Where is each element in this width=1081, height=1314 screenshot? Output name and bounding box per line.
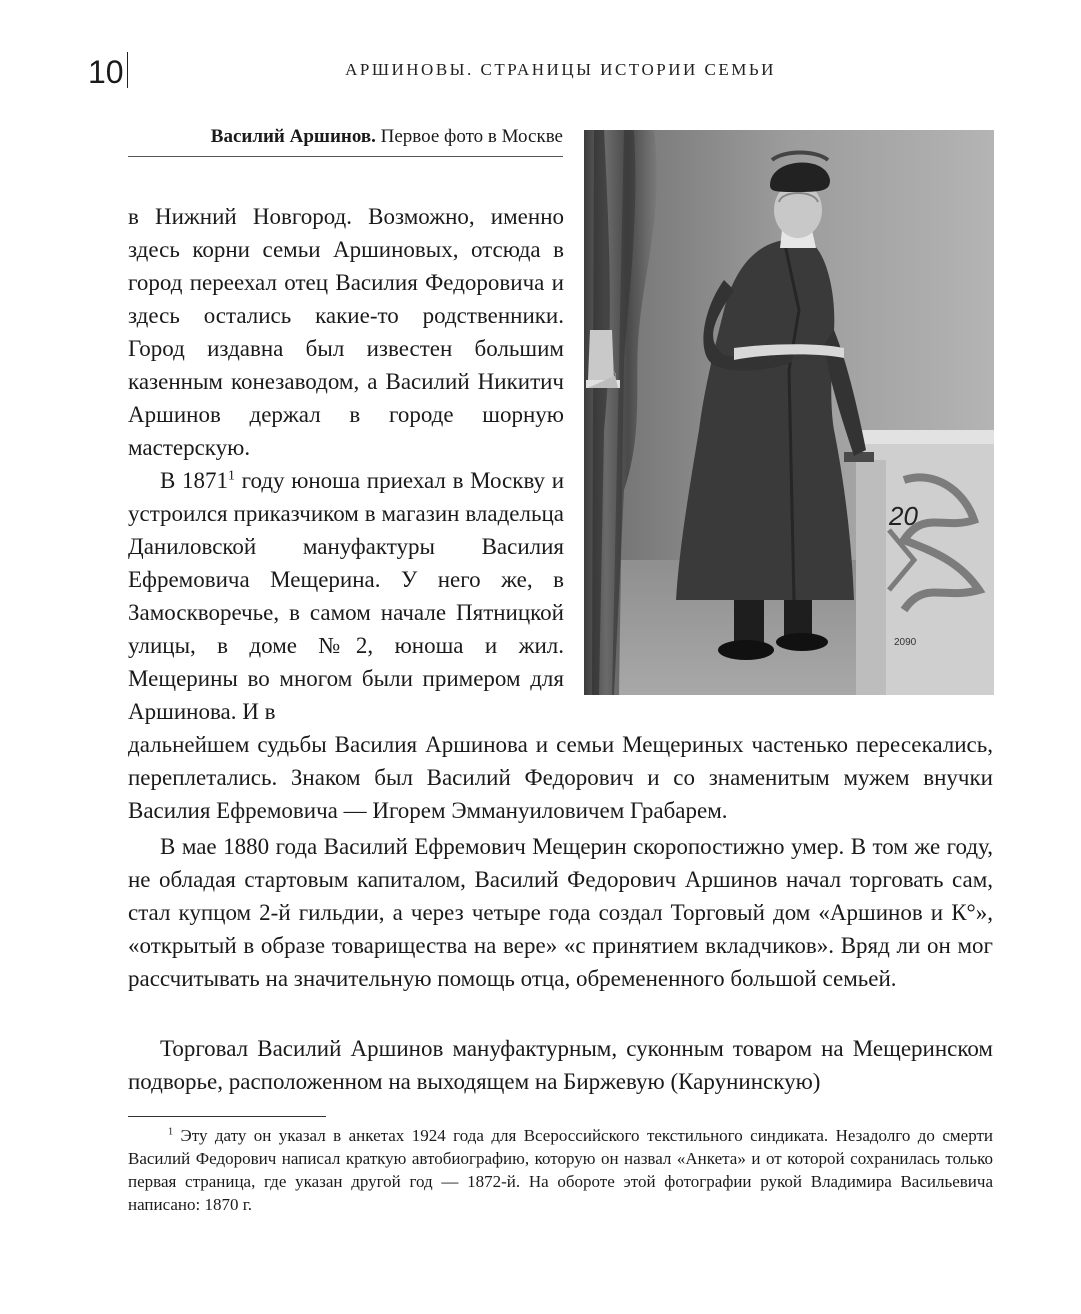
paragraph-text <box>128 464 564 728</box>
caption-rule <box>128 156 563 157</box>
paragraph-1-column <box>128 200 564 464</box>
footnote <box>128 1124 993 1216</box>
paragraph-2-column <box>128 464 564 728</box>
photo-small-inscription: 2090 <box>894 637 917 648</box>
portrait-photo <box>584 130 994 695</box>
footnote-reference[interactable]: 1 <box>228 467 235 483</box>
paragraph-text: Торговал Василий Аршинов мануфактурным, суконным товаром на Мещеринском подворье, расположенном на выходящем на Биржевую (Карунинскую) <box>128 1036 993 1094</box>
paragraph-text: в Нижний Новгород. Возможно, именно здесь корни семьи Аршиновых, отсюда в город переехал отец Василия Федоровича и здесь остались какие-то родственники. Город издавна был известен большим казенным конезаводом, а Василий Никитич Аршинов держал в городе шорную мастерскую. <box>128 204 564 460</box>
paragraph-text-start: В 1871 <box>160 468 229 493</box>
caption-name: Василий Аршинов. <box>210 126 376 147</box>
photo-caption <box>128 126 563 148</box>
running-title: АРШИНОВЫ. СТРАНИЦЫ ИСТОРИИ СЕМЬИ <box>345 60 776 79</box>
footnote-text: Эту дату он указал в анкетах 1924 года для Всероссийского текстильного синдиката. Незадолго до смерти Василий Федорович написал краткую автобиографию, которую он назвал «Анкета» и от которой сохранилась только первая страница, где указан другой год — 1872-й. На обороте этой фотографии рукой Владимира Васильевича написано: 1870 г. <box>128 1126 993 1214</box>
page-number: 10 <box>88 54 124 90</box>
caption-text: Первое фото в Москве <box>375 126 563 147</box>
paragraph-4 <box>128 1032 993 1098</box>
photo-number-inscription: 20 <box>889 501 918 531</box>
portrait-illustration <box>584 130 994 695</box>
footnote-marker: 1 <box>168 1126 174 1138</box>
paragraph-text-rest: году юноша приехал в Москву и устроился приказчиком в магазин владельца Даниловской мануфактуры Василия Ефремовича Мещерина. У него же, в Замоскворечье, в самом начале Пятницкой улицы, в доме №2, юноша и жил. Мещерины во многом были примером для Аршинова. И в <box>128 468 565 724</box>
paragraph-3 <box>128 830 993 995</box>
paragraph-text: В мае 1880 года Василий Ефремович Мещерин скоропостижно умер. В том же году, не обладая стартовым капиталом, Василий Федорович Аршинов начал торговать сам, стал купцом 2-й гильдии, а через четыре года создал Торговый дом «Аршинов и К°», «открытый в образе товарищества на вере» «с принятием вкладчиков». Вряд ли он мог рассчитывать на значительную помощь отца, обремененного большой семьей. <box>128 834 993 991</box>
paragraph-2-continuation <box>128 728 993 827</box>
footnote-rule <box>128 1116 326 1117</box>
paragraph-text: дальнейшем судьбы Василия Аршинова и семьи Мещериных частенько пересекались, переплетались. Знаком был Василий Федорович и со знаменитым мужем внучки Василия Ефремовича — Игорем Эммануиловичем Грабарем. <box>128 732 993 823</box>
